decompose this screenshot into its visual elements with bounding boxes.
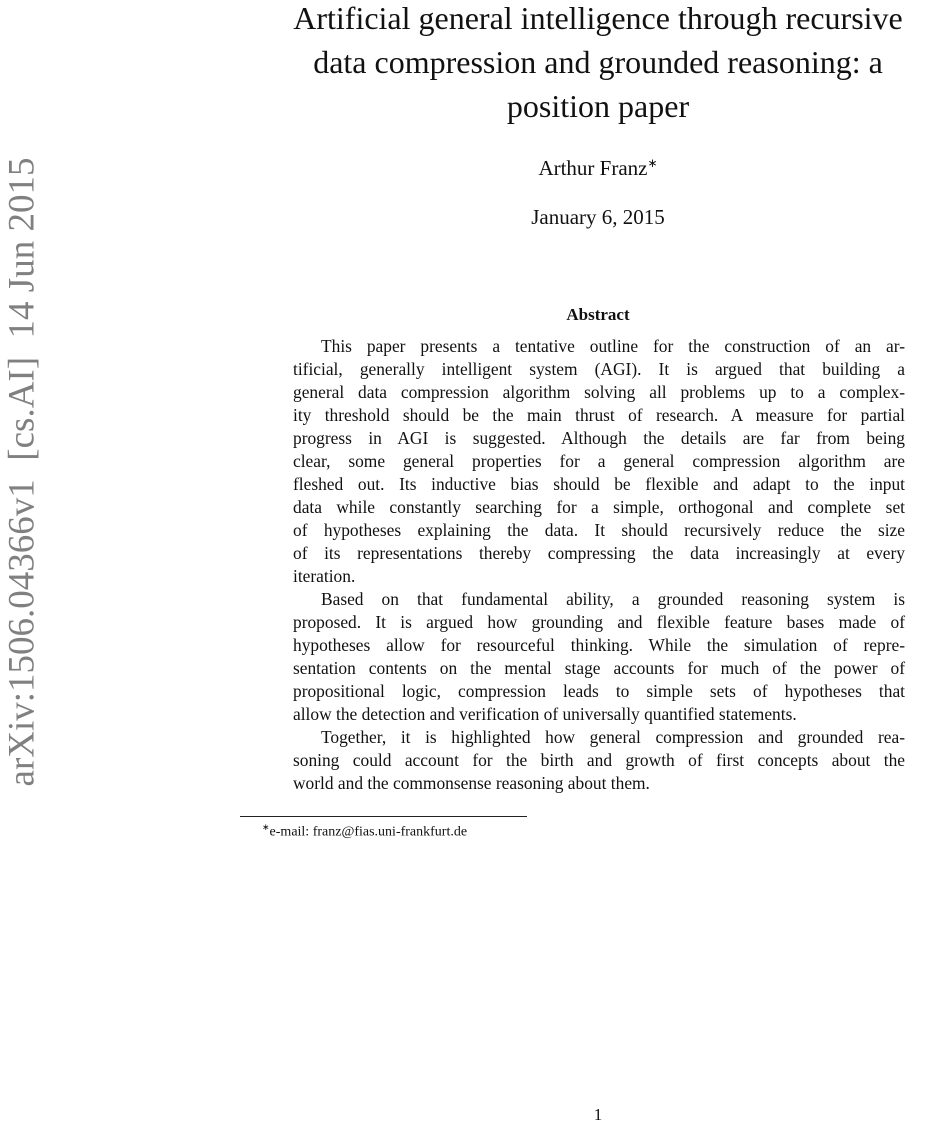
abstract-line: This paper presents a tentative outline for the construction of an ar- [321,336,905,356]
paper-date: January 6, 2015 [531,205,665,229]
author-footnote-mark: ∗ [647,156,658,170]
footnote-email: e-mail: franz@fias.uni-frankfurt.de [269,824,468,840]
abstract-line: soning could account for the birth and growth of first concepts about the [293,750,905,770]
author-block [250,156,942,181]
page-number: 1 [593,1105,603,1124]
abstract-line: iteration. [293,566,356,586]
abstract-line: allow the detection and verification of universally quantified statements. [293,704,797,724]
abstract-heading: Abstract [566,305,630,324]
title-line-1: Artificial general intelligence through recursive [293,0,903,36]
abstract-line: general data compression algorithm solving all problems up to a complex- [293,382,905,402]
abstract-line: propositional logic, compression leads to simple sets of hypotheses that [293,681,905,701]
abstract-line: data while constantly searching for a simple, orthogonal and complete set [293,497,905,517]
abstract-line: fleshed out. Its inductive bias should be flexible and adapt to the input [293,474,905,494]
abstract-line: hypotheses allow for resourceful thinking. While the simulation of repre- [293,635,905,655]
abstract-line: of hypotheses explaining the data. It should recursively reduce the size [293,520,905,540]
footnote [262,822,467,841]
abstract-line: clear, some general properties for a general compression algorithm are [293,451,905,471]
abstract-line: sentation contents on the mental stage accounts for much of the power of [293,658,905,678]
title-line-2: data compression and grounded reasoning: a [313,44,883,80]
abstract-line: tificial, generally intelligent system (AGI). It is argued that building a [293,359,905,379]
abstract-line: world and the commonsense reasoning about them. [293,773,650,793]
author-name: Arthur Franz [538,156,648,180]
abstract-line: proposed. It is argued how grounding and flexible feature bases made of [293,612,905,632]
abstract-line: of its representations thereby compressing the data increasingly at every [293,543,905,563]
abstract-line: progress in AGI is suggested. Although the details are far from being [293,428,905,448]
abstract-line: Together, it is highlighted how general compression and grounded rea- [321,727,905,747]
arxiv-stamp: arXiv:1506.04366v1 [cs.AI] 14 Jun 2015 [1,157,43,787]
footnote-rule [240,816,527,817]
title-line-3: position paper [506,88,690,124]
abstract-line: Based on that fundamental ability, a grounded reasoning system is [321,589,905,609]
abstract-body [293,335,905,795]
footnote-mark: ∗ [262,822,270,832]
abstract-line: ity threshold should be the main thrust of research. A measure for partial [293,405,905,425]
